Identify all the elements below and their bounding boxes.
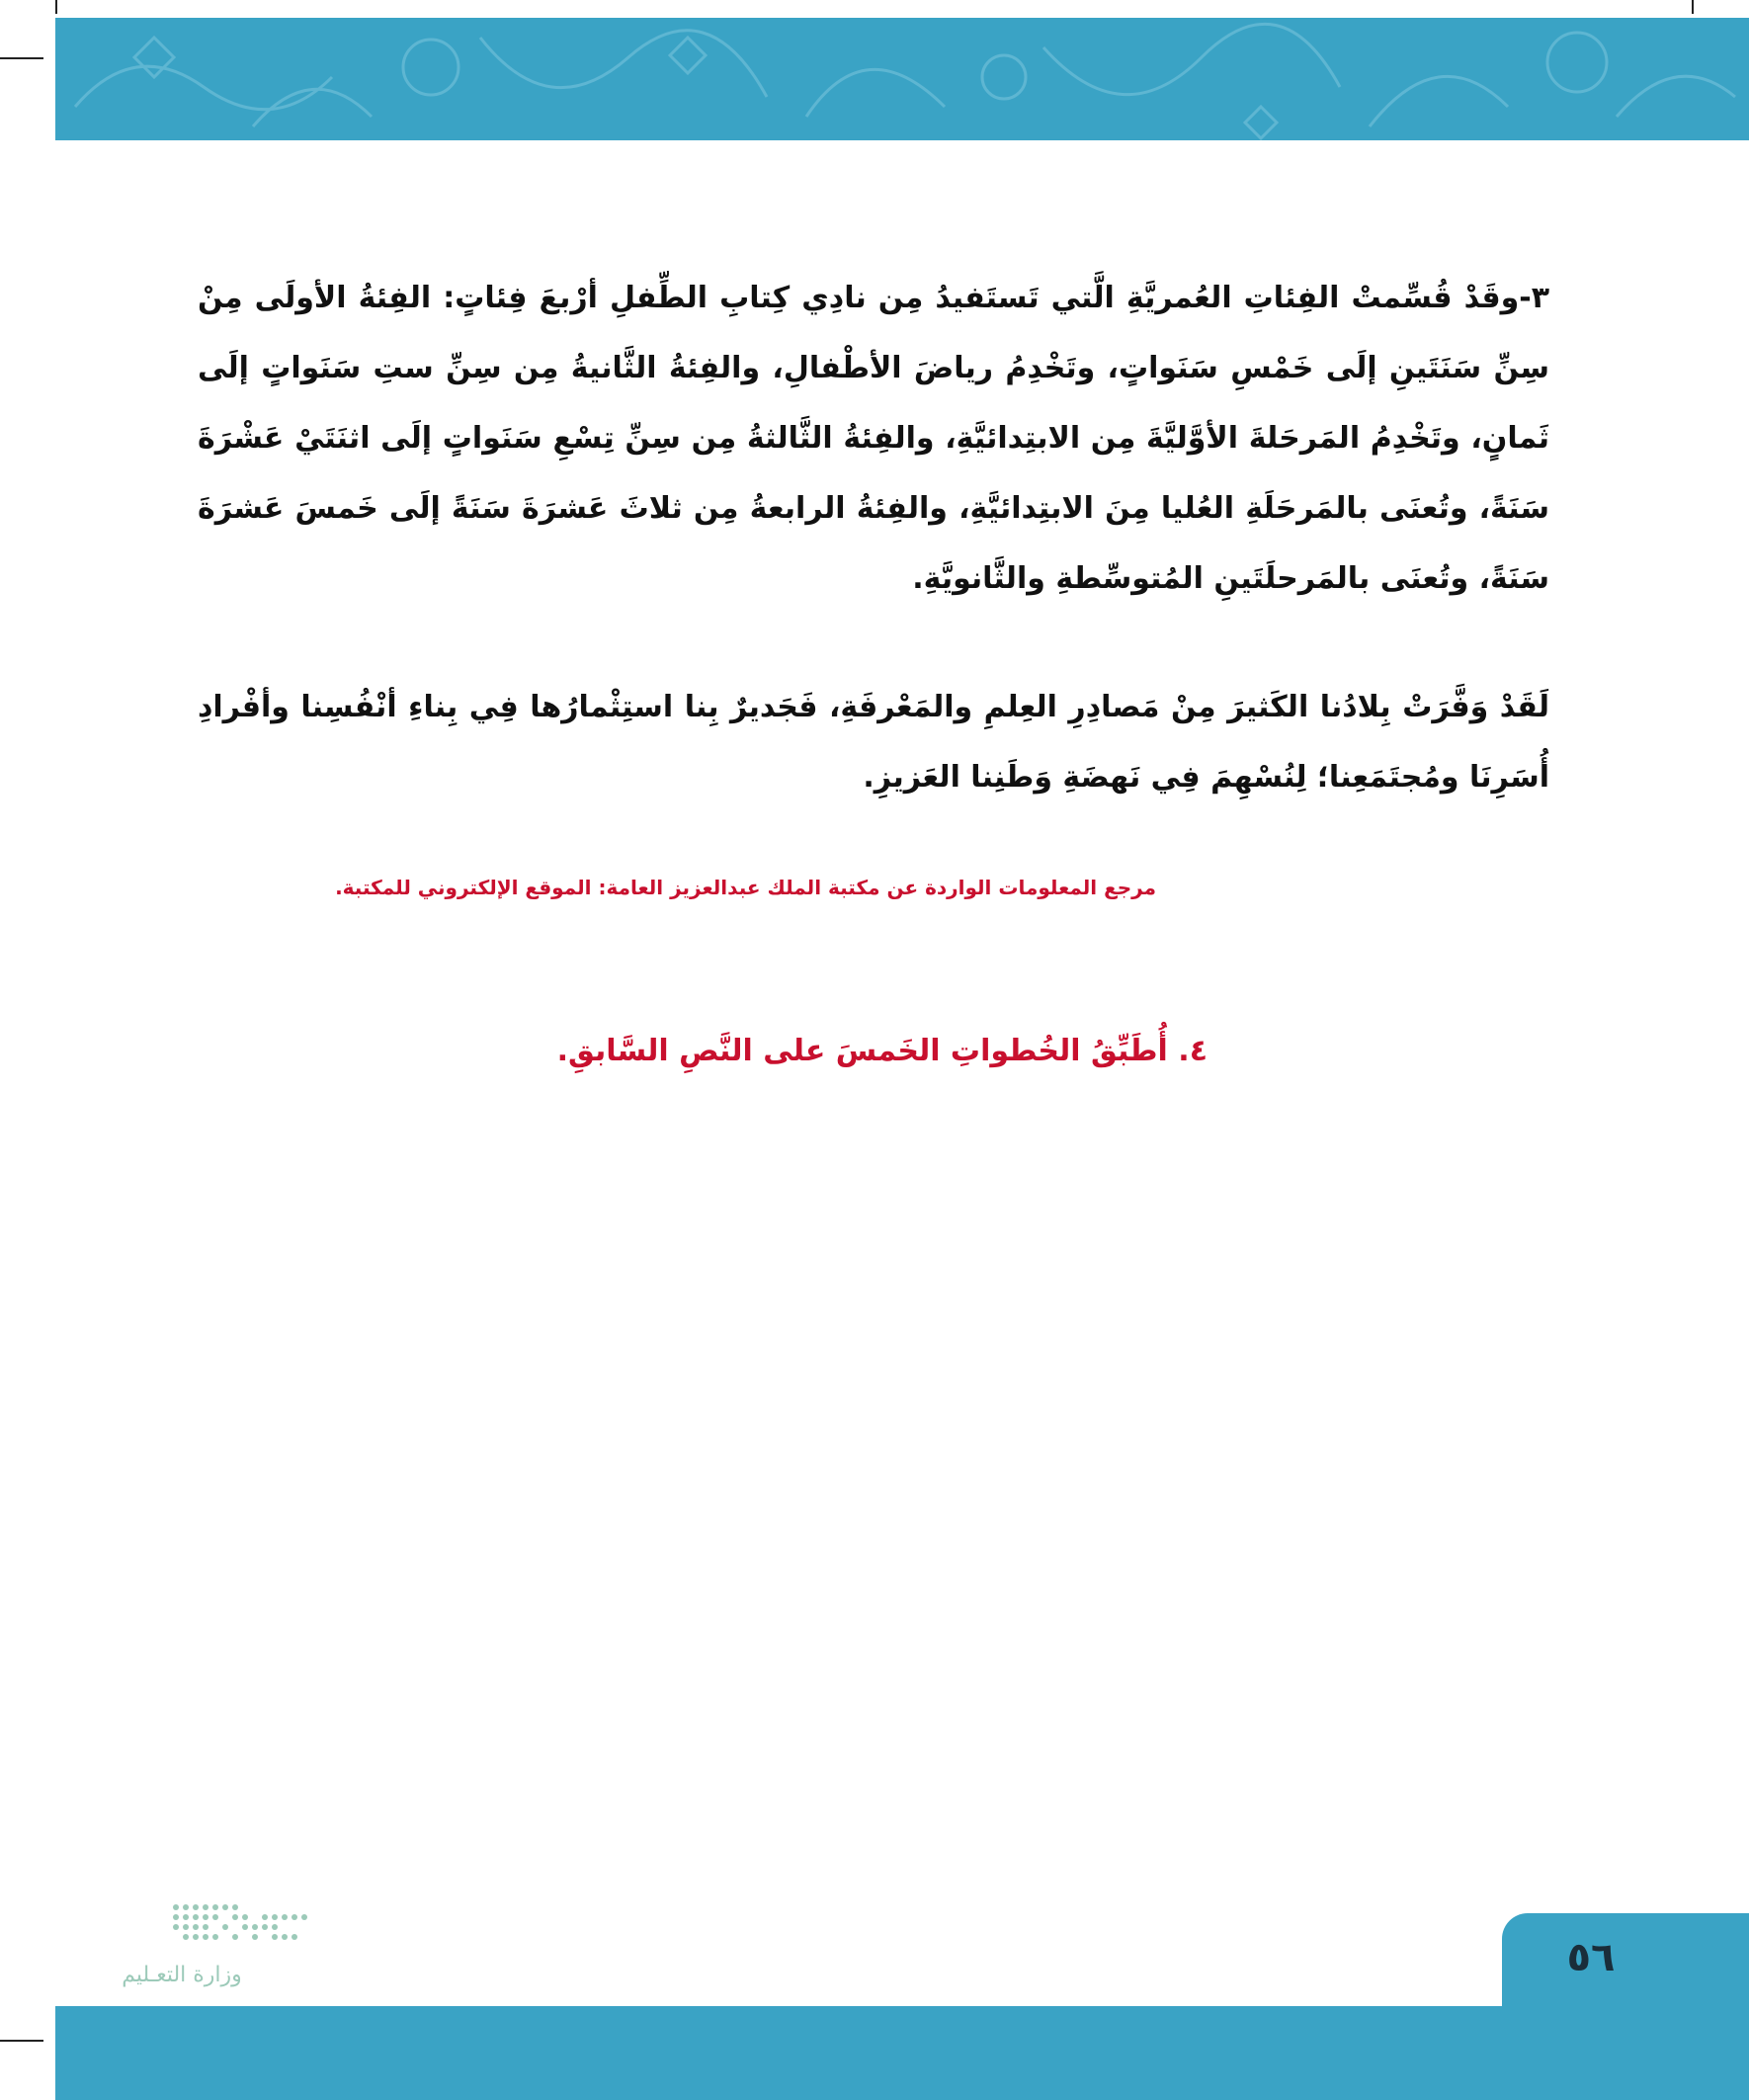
reference-note: مرجع المعلومات الواردة عن مكتبة الملك عبدالعزيز العامة: الموقع الإلكتروني للمكتبة.: [335, 876, 1156, 899]
crop-mark: [55, 0, 57, 14]
paragraph-conclusion: لَقَدْ وَفَّرَتْ بِلادُنا الكَثيرَ مِنْ مَصادِرِ العِلمِ والمَعْرفَةِ، فَجَديرٌ بِنا استِثْمارُها فِي بِناءِ أنْفُسِنا وأفْرادِ أُسَرِنَا ومُجتَمَعِنا؛ لِنُسْهِمَ فِي نَهضَةِ وَطَنِنا العَزيزِ.: [198, 690, 1549, 795]
paragraph-age-groups: ٣-وقَدْ قُسِّمتْ الفِئاتِ العُمريَّةِ الَّتي تَستَفيدُ مِن نادِي كِتابِ الطِّفلِ أرْبعَ فِئاتٍ: الفِئةُ الأولَى مِنْ سِنِّ سَنَتَينِ إلَى خَمْسِ سَنَواتٍ، وتَخْدِمُ رياضَ الأطْفالِ، والفِئةُ الثَّانيةُ مِن سِنِّ ستِ سَنَواتٍ إلَى ثَمانٍ، وتَخْدِمُ المَرحَلةَ الأوَّليَّةَ مِن الابتِدائيَّةِ، والفِئةُ الثَّالثةُ مِن سِنِّ تِسْعِ سَنَواتٍ إلَى اثنَتَيْ عَشْرَةَ سَنَةً، وتُعنَى بالمَرحَلَةِ العُليا مِنَ الابتِدائيَّةِ، والفِئةُ الرابعةُ مِن ثلاثَ عَشرَةَ سَنَةً إلَى خَمسَ عَشرَةَ سَنَةً، وتُعنَى بالمَرحلَتَينِ المُتوسِّطةِ والثَّانويَّةِ.: [198, 281, 1549, 596]
calligraphy-pattern: [55, 18, 1749, 140]
ministry-logo-text: وزارة التعـليم: [122, 1963, 242, 1987]
task-instruction: ٤. أُطَبِّقُ الخُطواتِ الخَمسَ على النَّصِ السَّابقِ.: [556, 1034, 1208, 1068]
crop-mark: [1692, 0, 1694, 14]
crop-mark: [0, 2040, 43, 2042]
header-banner: [55, 18, 1749, 140]
page-number: ٥٦: [1566, 1935, 1616, 1980]
crop-mark: [0, 57, 43, 59]
